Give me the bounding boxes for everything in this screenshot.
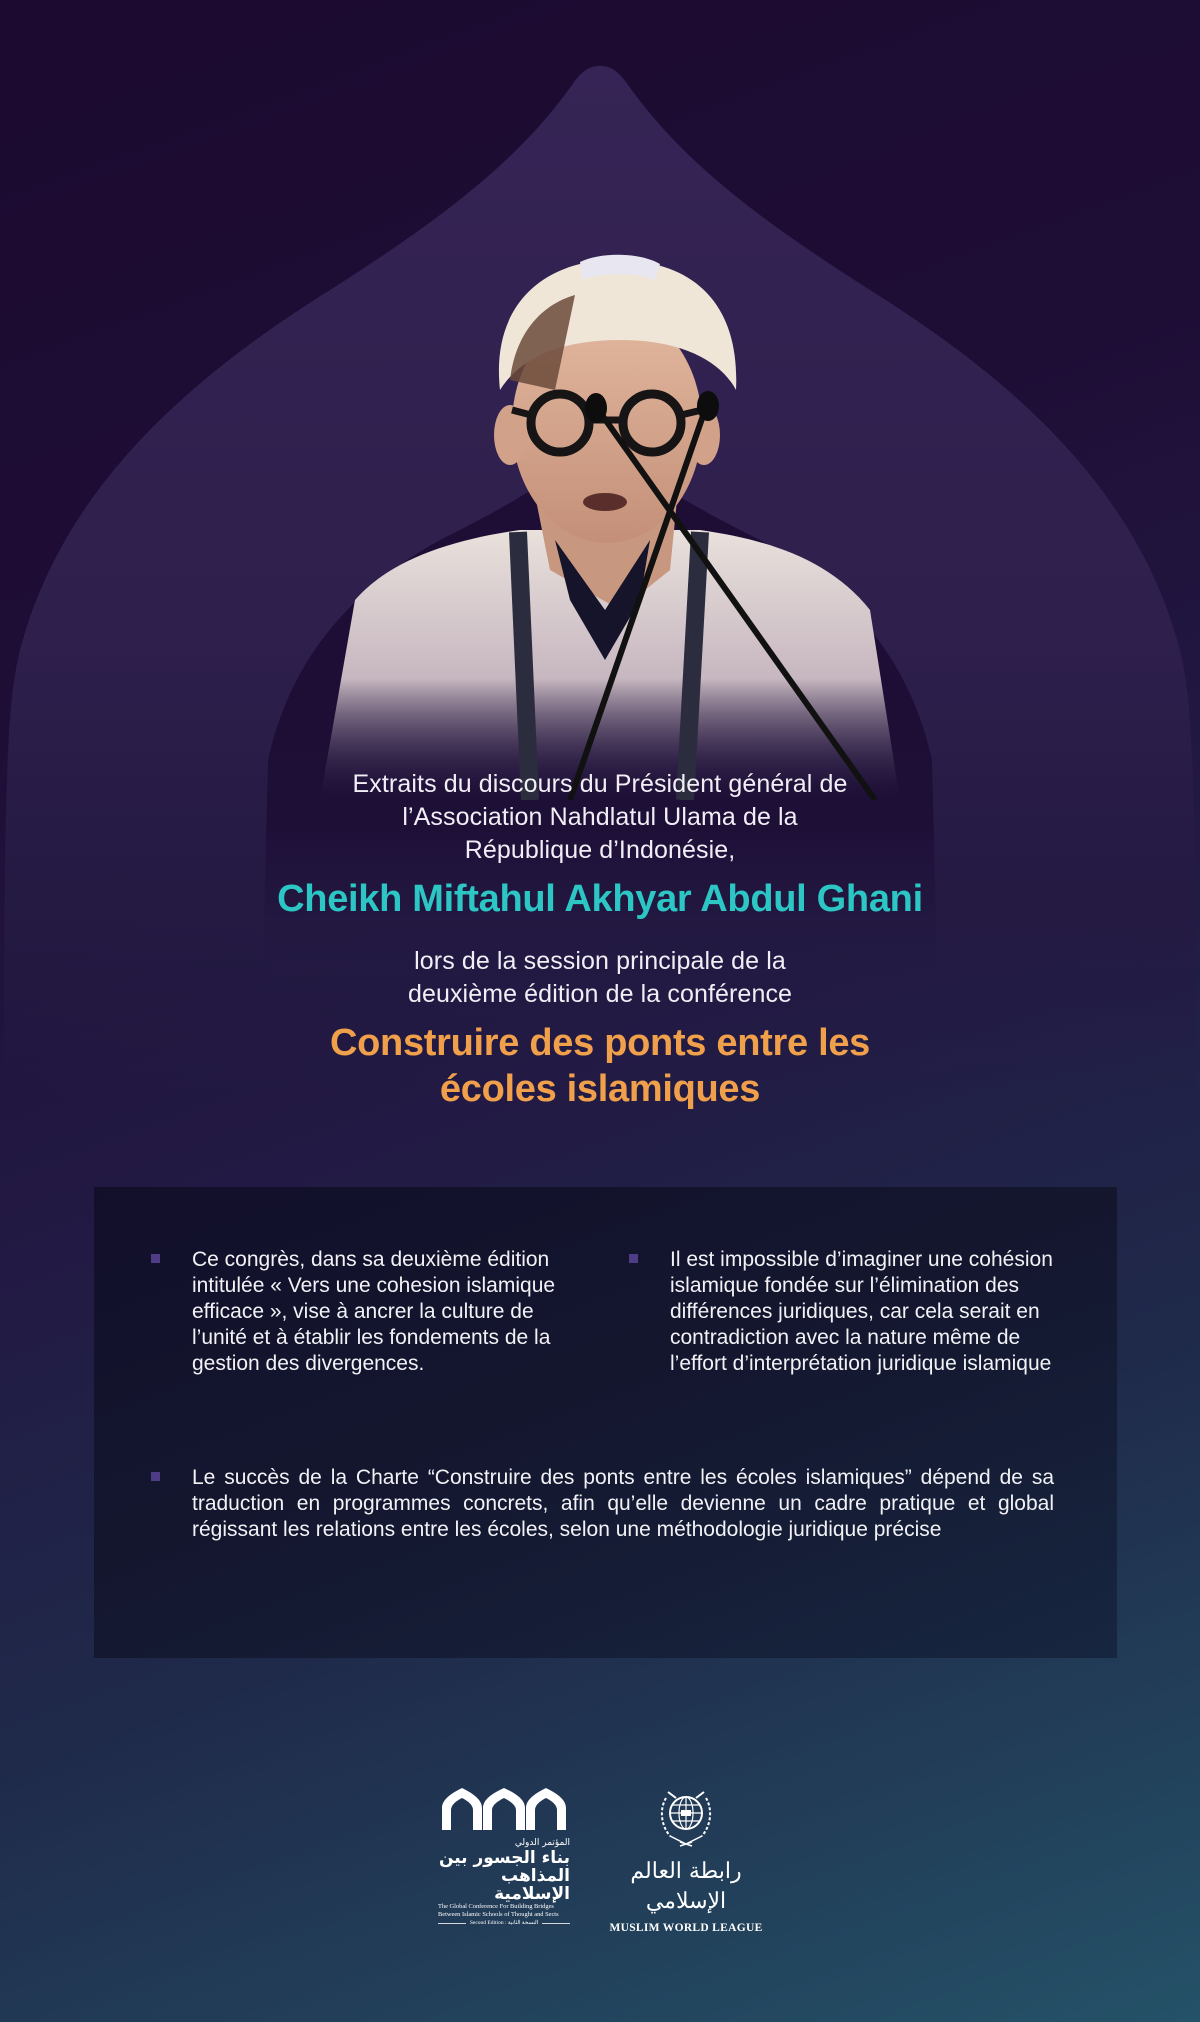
divider — [438, 1923, 466, 1924]
quote-item — [192, 1247, 582, 1377]
edition-label — [438, 1919, 570, 1928]
conference-english-line1: The Global Conference For Building Bridges — [438, 1903, 554, 1910]
quote-item — [670, 1247, 1060, 1377]
conference-title-line: Construire des ponts entre les — [329, 1022, 870, 1064]
square-bullet-icon — [151, 1472, 160, 1481]
intro-text — [0, 768, 1200, 867]
edition-text: Second Edition : النسخة الثانية — [469, 1920, 539, 1926]
mwl-english-name: MUSLIM WORLD LEAGUE — [609, 1922, 763, 1934]
conference-arabic-line1: بناء الجسور بين — [438, 1848, 570, 1868]
quote-text: Ce congrès, dans sa deuxième édition intitulée « Vers une cohesion islamique efficace », vise à ancrer la culture de l’unité et à établir les fondements de la gestion des divergences. — [192, 1248, 556, 1375]
conference-arabic-line2: المذاهب الإسلامية — [494, 1866, 570, 1904]
square-bullet-icon — [629, 1254, 638, 1263]
footer-logos — [0, 1786, 1200, 1934]
speaker-photo — [300, 240, 920, 800]
intro-line: Extraits du discours du Président général de — [352, 770, 848, 798]
speaker-name: Cheikh Miftahul Akhyar Abdul Ghani — [277, 878, 923, 920]
mwl-arabic-name: رابطة العالم الإسلامي — [630, 1859, 742, 1914]
quote-text: Le succès de la Charte “Construire des ponts entre les écoles islamiques” dépend de sa traduction en programmes concrets, afin qu’elle devienne un cadre pratique et global régissant les relations entre les écoles, selon une méthodologie juridique précise — [192, 1466, 1054, 1541]
context-line: lors de la session principale de la — [414, 947, 786, 975]
context-line: deuxième édition de la conférence — [407, 980, 793, 1008]
square-bullet-icon — [151, 1254, 160, 1263]
three-arches-icon — [440, 1786, 568, 1830]
quotes-panel — [94, 1187, 1117, 1658]
muslim-world-league-logo — [606, 1786, 766, 1934]
intro-line: République d’Indonésie, — [464, 836, 736, 864]
conference-title-line: écoles islamiques — [439, 1068, 761, 1110]
bridges-conference-logo — [438, 1786, 570, 1926]
intro-line: l’Association Nahdlatul Ulama de la — [402, 803, 798, 831]
conference-english-line2: Between Islamic Schools of Thought and Sects — [438, 1911, 559, 1918]
quote-item — [192, 1465, 1054, 1543]
context-text — [0, 945, 1200, 1011]
quote-text: Il est impossible d’imaginer une cohésion islamique fondée sur l’élimination des différences juridiques, car cela serait en contradiction avec la nature même de l’effort d’interprétation juridique islamique — [670, 1248, 1053, 1375]
globe-wreath-emblem-icon — [656, 1786, 716, 1848]
conference-arabic-small: المؤتمر الدولي — [514, 1838, 570, 1848]
conference-title — [0, 1020, 1200, 1112]
divider — [542, 1923, 570, 1924]
